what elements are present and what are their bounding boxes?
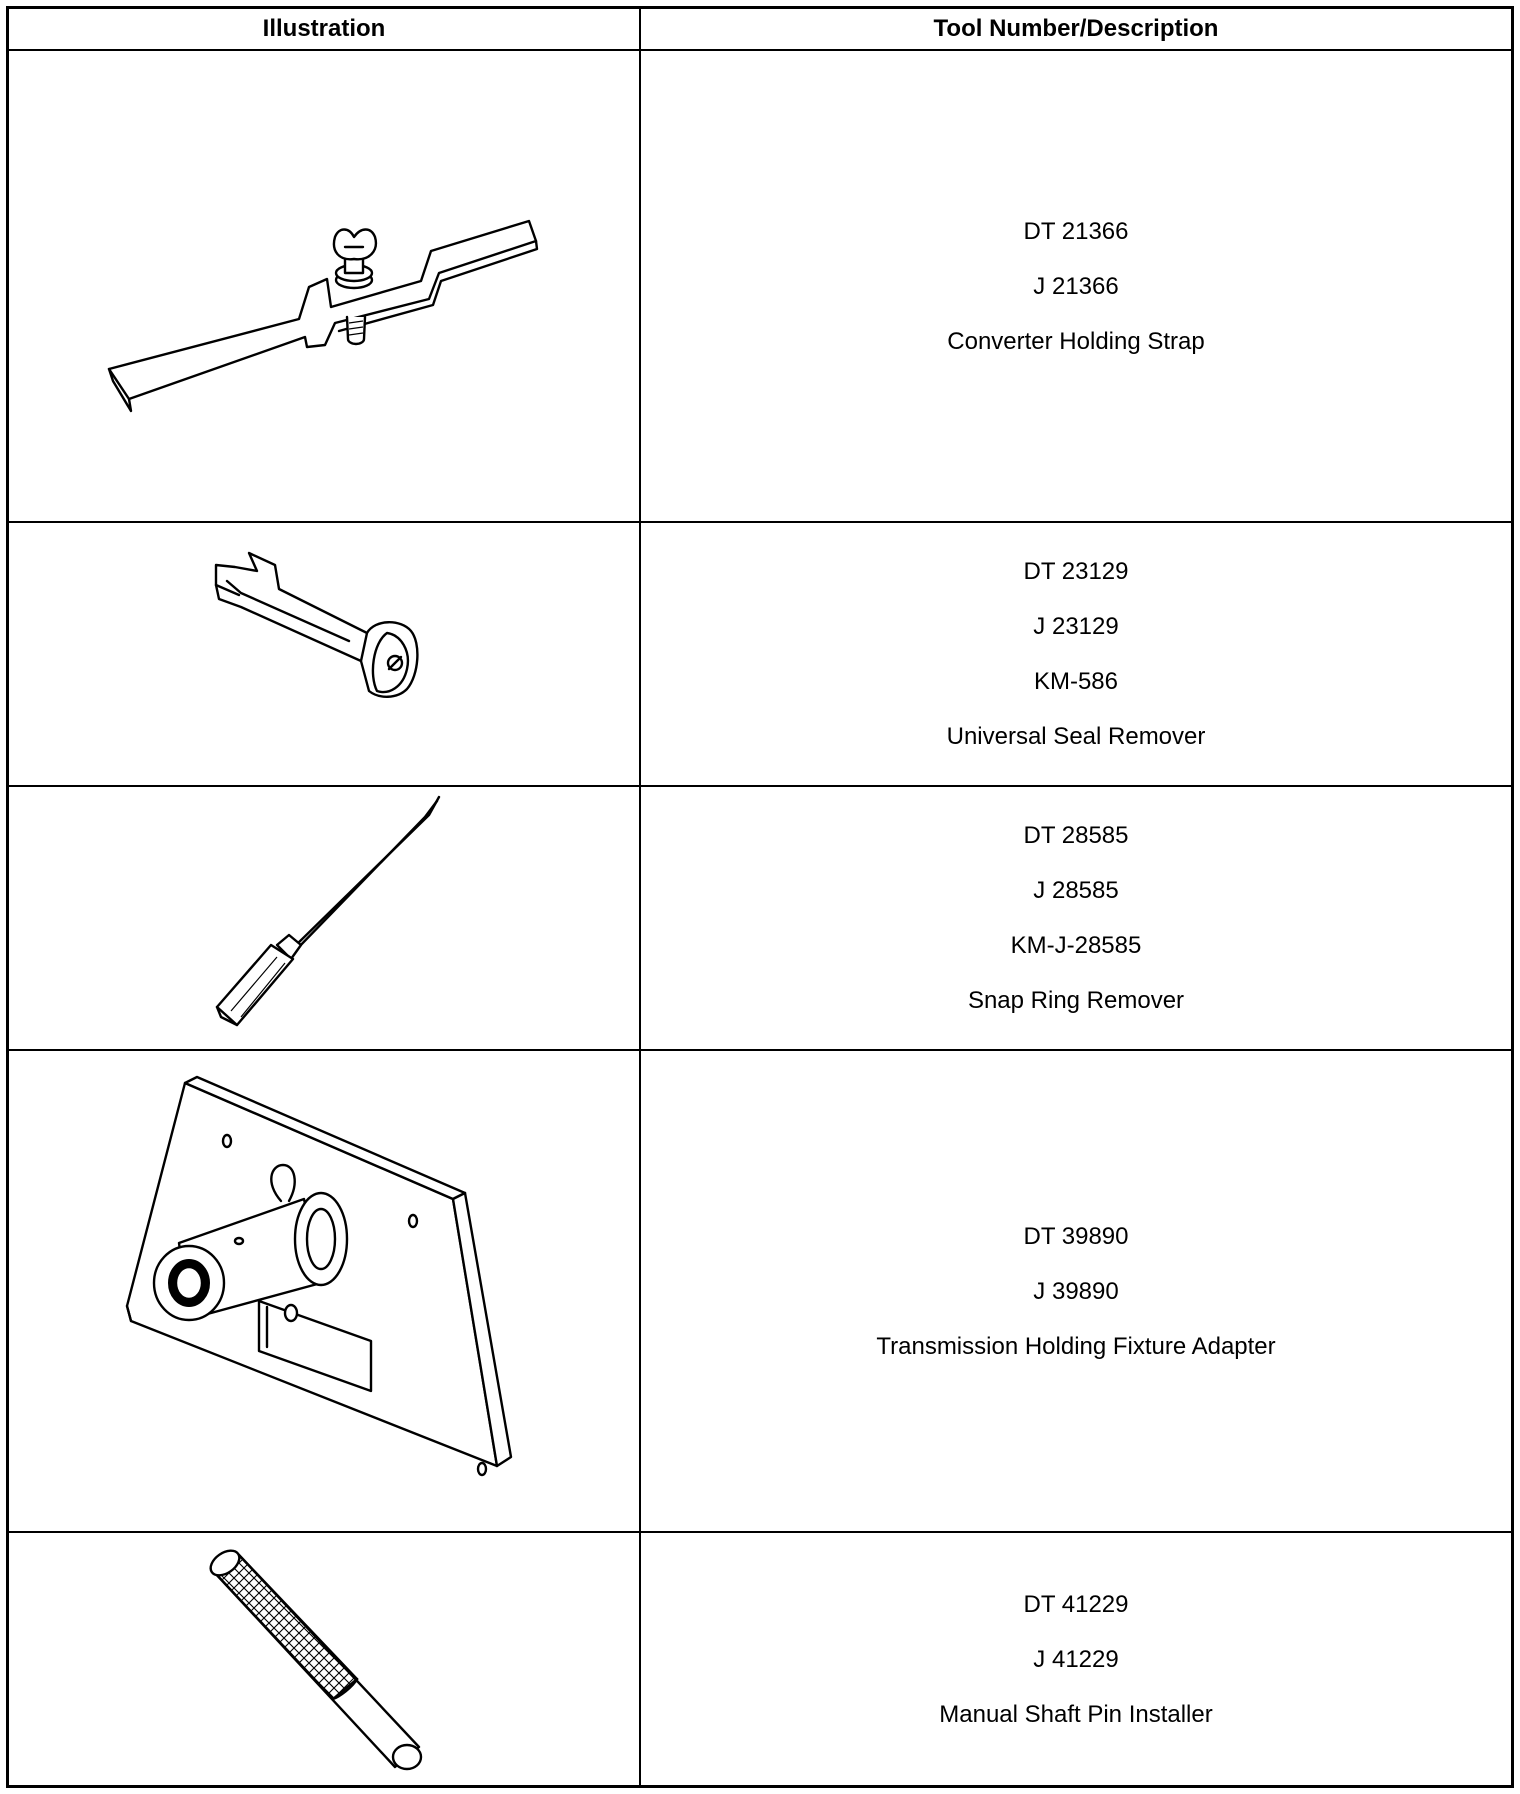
tool-description: [641, 51, 1511, 521]
description-line: J 21366: [1033, 272, 1119, 300]
header-illustration: Illustration: [262, 15, 386, 42]
description-line: Transmission Holding Fixture Adapter: [876, 1332, 1276, 1360]
tool-description: [641, 787, 1511, 1049]
description-line: DT 28585: [1023, 822, 1129, 849]
description-line: Snap Ring Remover: [967, 987, 1185, 1014]
description-line: KM-J-28585: [1010, 932, 1142, 959]
description-line: KM-586: [1033, 668, 1119, 695]
description-line: DT 39890: [1023, 1222, 1129, 1250]
converter-holding-strap-icon: [9, 51, 639, 521]
tool-description: [641, 1051, 1511, 1531]
description-line: DT 41229: [1023, 1590, 1129, 1618]
universal-seal-remover-icon: [9, 523, 639, 785]
illustration-cell: [9, 1533, 639, 1785]
illustration-cell: [9, 51, 639, 521]
description-line: Converter Holding Strap: [947, 327, 1205, 355]
table-row: [9, 51, 1511, 521]
description-line: J 39890: [1033, 1277, 1119, 1305]
table-row: [9, 787, 1511, 1049]
description-line: DT 21366: [1023, 217, 1129, 245]
illustration-cell: [9, 1051, 639, 1531]
description-line: J 23129: [1033, 613, 1119, 640]
illustration-cell: [9, 523, 639, 785]
special-tools-table: [6, 6, 1514, 1788]
description-line: J 28585: [1033, 877, 1119, 904]
description-line: Manual Shaft Pin Installer: [939, 1700, 1213, 1728]
table-row: [9, 523, 1511, 785]
header-tool-number-description: Tool Number/Description: [933, 15, 1219, 42]
description-line: DT 23129: [1023, 558, 1129, 585]
table-row: [9, 1533, 1511, 1785]
illustration-cell: [9, 787, 639, 1049]
shaft-pin-installer-icon: [9, 1533, 639, 1785]
holding-fixture-adapter-icon: [9, 1051, 639, 1531]
description-line: Universal Seal Remover: [946, 723, 1206, 750]
description-line: J 41229: [1033, 1645, 1119, 1673]
tool-description: [641, 1533, 1511, 1785]
table-row: [9, 1051, 1511, 1531]
tool-description: [641, 523, 1511, 785]
snap-ring-remover-icon: [9, 787, 639, 1049]
